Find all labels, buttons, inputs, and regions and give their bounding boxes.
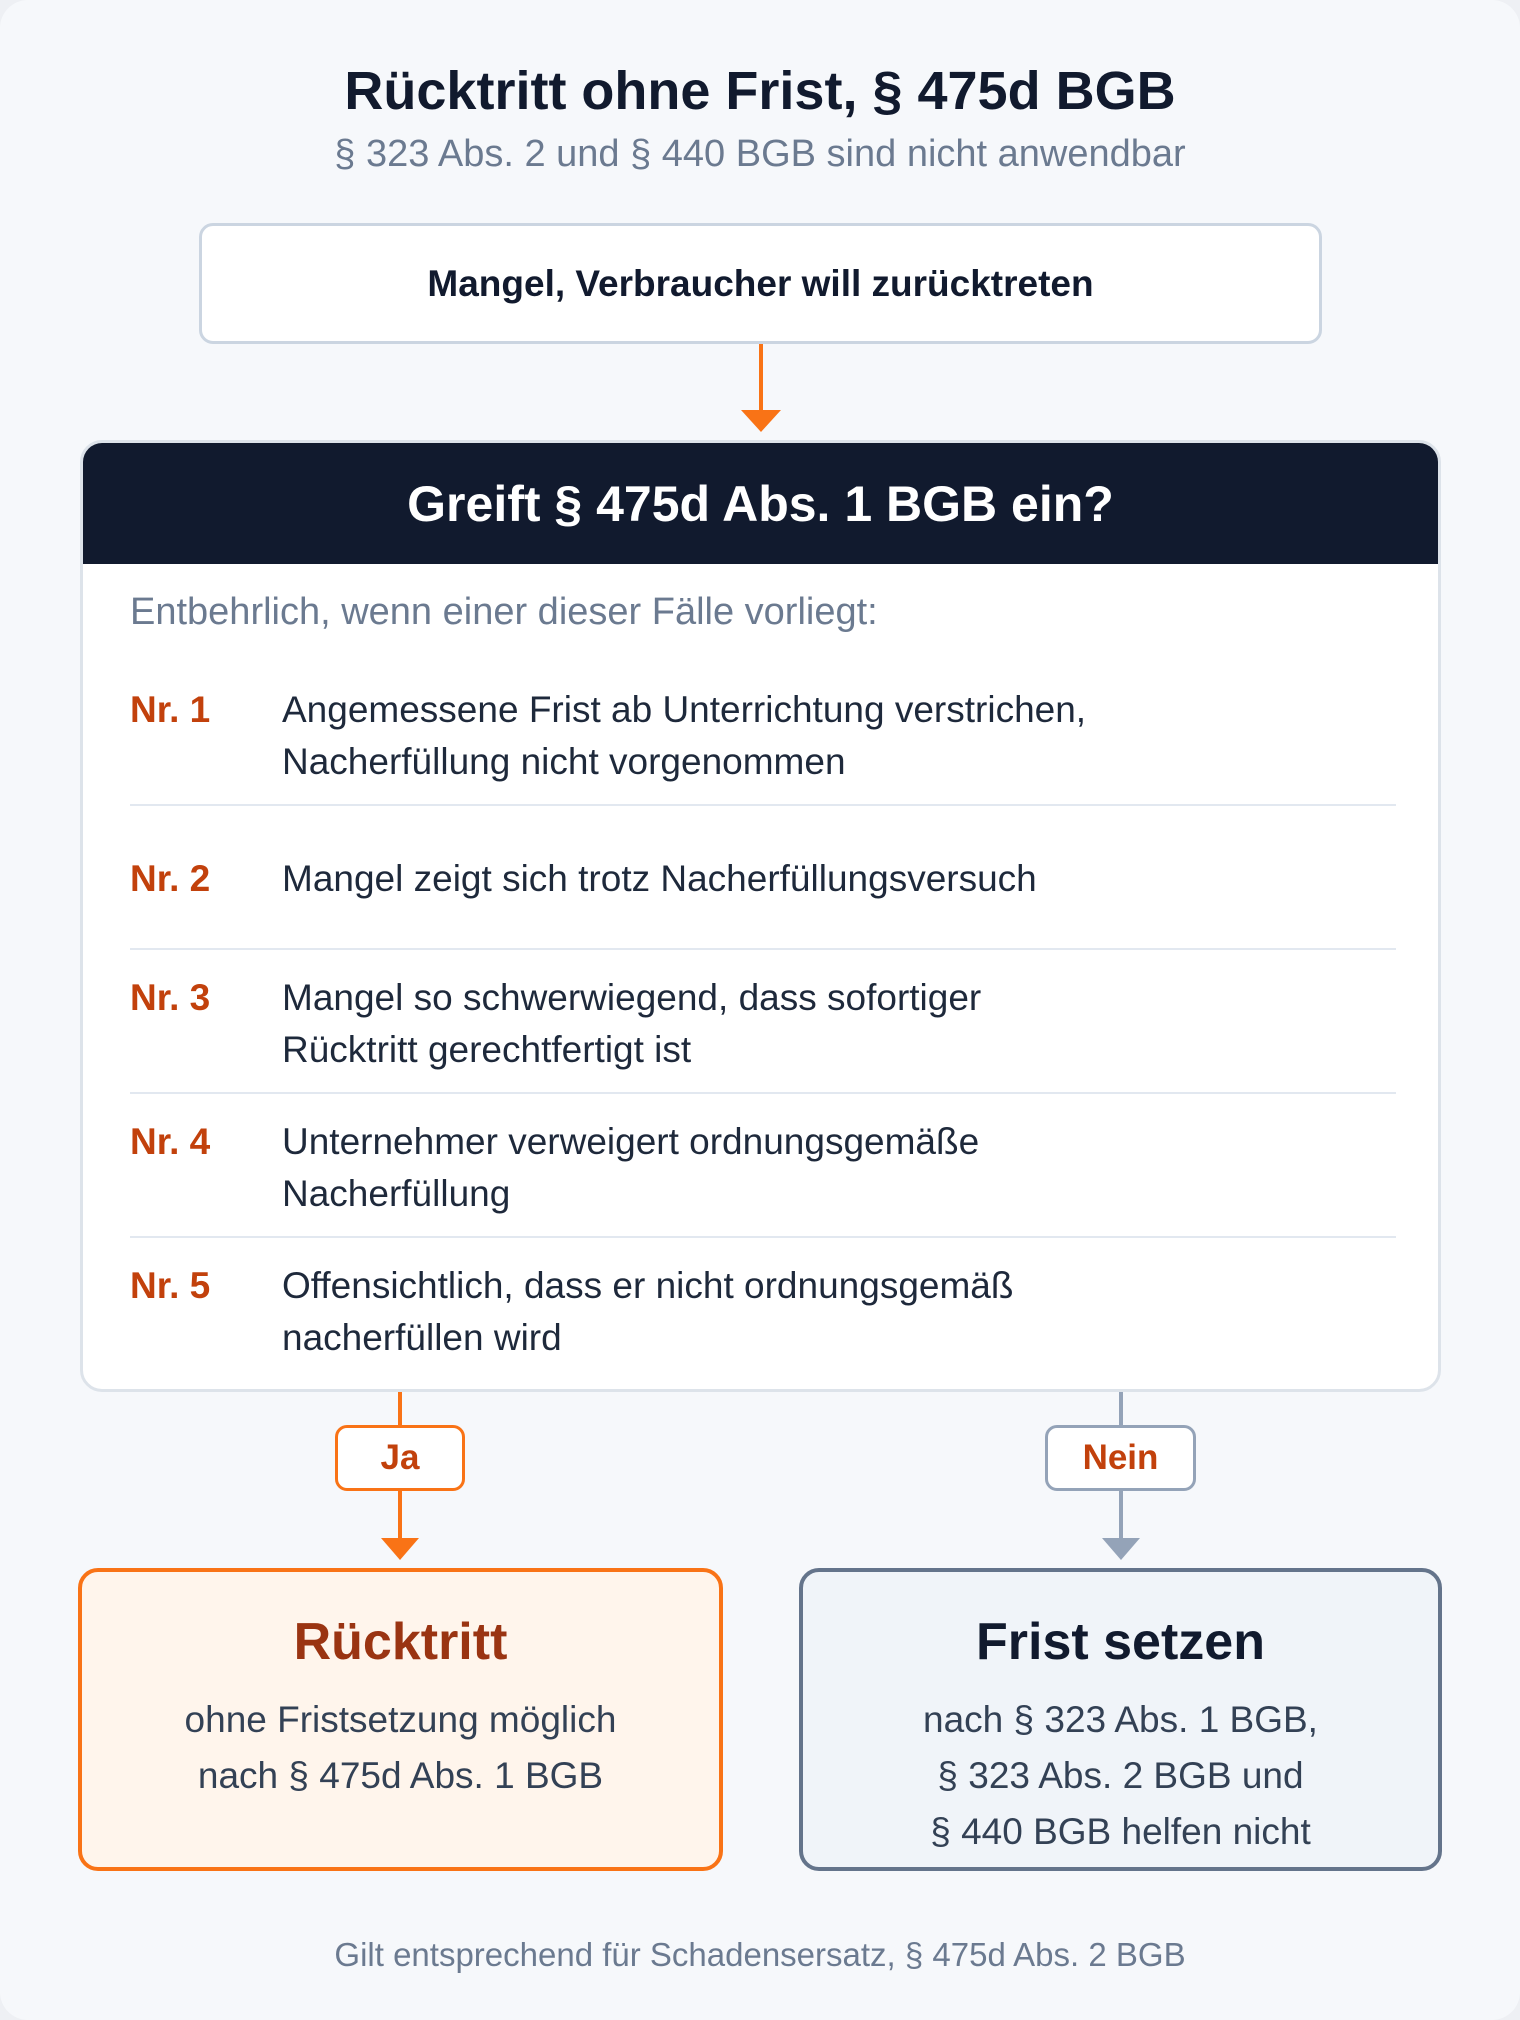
branch-no-label: Nein — [1045, 1425, 1196, 1491]
result-no-line: § 440 BGB helfen nicht — [930, 1811, 1311, 1852]
result-yes-heading: Rücktritt — [293, 1613, 508, 1671]
result-yes-node — [78, 1568, 723, 1871]
branch-yes-label: Ja — [335, 1425, 465, 1491]
question-heading: Greift § 475d Abs. 1 BGB ein? — [83, 443, 1438, 564]
case-divider — [130, 1092, 1396, 1094]
result-no-line: § 323 Abs. 2 BGB und — [937, 1755, 1304, 1796]
case-text-line: Mangel zeigt sich trotz Nacherfüllungsversuch — [282, 858, 1037, 899]
case-item — [130, 853, 1396, 905]
case-number: Nr. 3 — [130, 977, 211, 1018]
case-text — [282, 684, 1086, 788]
case-text-line: nacherfüllen wird — [282, 1317, 562, 1358]
case-number: Nr. 4 — [130, 1121, 211, 1162]
case-number: Nr. 5 — [130, 1265, 211, 1306]
case-text-line: Offensichtlich, dass er nicht ordnungsgemäß — [282, 1265, 1014, 1306]
case-item — [130, 1260, 1396, 1364]
start-node-label: Mangel, Verbraucher will zurücktreten — [427, 262, 1094, 304]
case-item — [130, 972, 1396, 1076]
case-text-line: Unternehmer verweigert ordnungsgemäße — [282, 1121, 980, 1162]
case-text — [282, 1260, 1013, 1364]
case-divider — [130, 804, 1396, 806]
case-text — [282, 853, 1037, 905]
case-text-line: Mangel so schwerwiegend, dass sofortiger — [282, 977, 982, 1018]
case-text-line: Angemessene Frist ab Unterrichtung verstrichen, — [282, 689, 1087, 730]
question-intro: Entbehrlich, wenn einer dieser Fälle vorliegt: — [130, 591, 878, 633]
result-no-node — [799, 1568, 1442, 1871]
result-yes-text — [82, 1692, 719, 1804]
page-subtitle: § 323 Abs. 2 und § 440 BGB sind nicht anwendbar — [334, 133, 1186, 175]
case-number: Nr. 1 — [130, 689, 211, 730]
yes-arrowhead — [381, 1538, 419, 1560]
page-title: Rücktritt ohne Frist, § 475d BGB — [344, 61, 1176, 121]
result-yes-line: nach § 475d Abs. 1 BGB — [197, 1755, 604, 1796]
case-text-line: Rücktritt gerechtfertigt ist — [282, 1029, 692, 1070]
case-divider — [130, 948, 1396, 950]
result-no-heading: Frist setzen — [976, 1613, 1265, 1671]
start-to-question-arrowhead — [741, 410, 781, 432]
footer-note: Gilt entsprechend für Schadensersatz, § 475d Abs. 2 BGB — [334, 1936, 1186, 1973]
result-yes-line: ohne Fristsetzung möglich — [184, 1699, 617, 1740]
case-text — [282, 1116, 979, 1220]
no-arrowhead — [1102, 1538, 1140, 1560]
case-item — [130, 684, 1396, 788]
question-node — [80, 440, 1441, 1392]
result-no-line: nach § 323 Abs. 1 BGB, — [923, 1699, 1318, 1740]
result-no-text — [803, 1692, 1438, 1860]
case-number: Nr. 2 — [130, 858, 211, 899]
case-item — [130, 1116, 1396, 1220]
case-text-line: Nacherfüllung — [282, 1173, 511, 1214]
case-divider — [130, 1236, 1396, 1238]
case-text-line: Nacherfüllung nicht vorgenommen — [282, 741, 846, 782]
case-text — [282, 972, 981, 1076]
